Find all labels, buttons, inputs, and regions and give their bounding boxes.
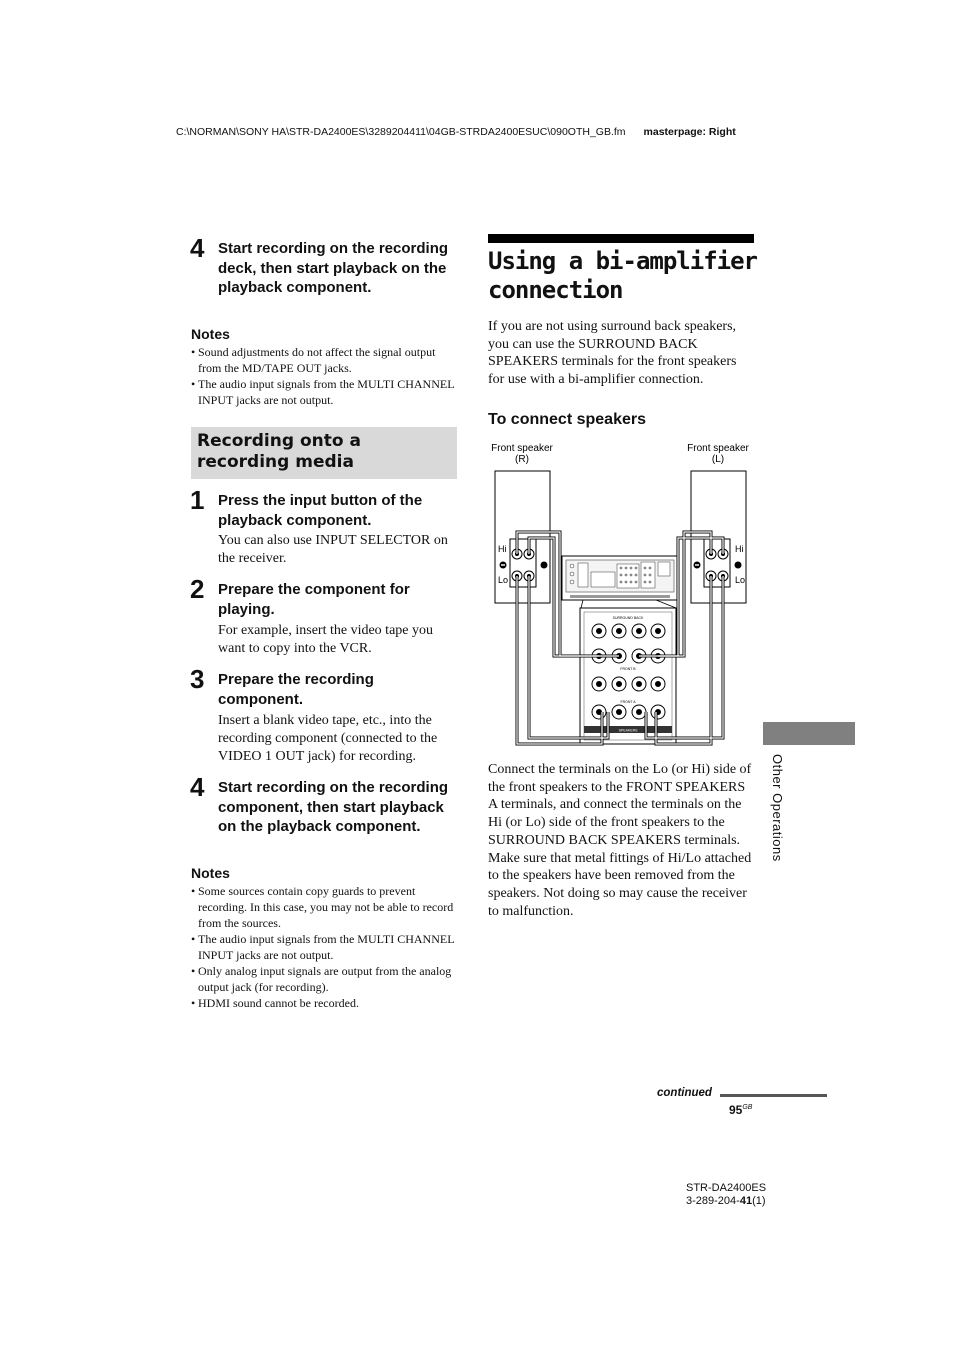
page-number-suffix: GB <box>742 1104 753 1111</box>
step-number-2: 2 <box>190 574 205 604</box>
lo-label-r: Lo <box>498 575 509 585</box>
step-number-1: 1 <box>190 485 205 515</box>
receiver-rear-panel <box>562 556 678 608</box>
model-code-suffix: (1) <box>752 1195 766 1207</box>
step-number-3: 3 <box>190 664 205 694</box>
speaker-r-label: Front speaker <box>491 443 553 454</box>
page-number-value: 95 <box>729 1103 743 1117</box>
step-body-1: You can also use INPUT SELECTOR on the receiver. <box>218 533 448 566</box>
file-path-header <box>176 126 736 138</box>
title-bar-rule <box>488 234 754 243</box>
page-number <box>729 1103 752 1117</box>
step-title-4: Start recording on the recording component, then start playback on the playback component. <box>218 779 449 835</box>
panel-label-front-b: FRONT B <box>620 667 636 671</box>
hi-label-r: Hi <box>498 544 507 554</box>
step-title-top: Start recording on the recording deck, then start playback on the playback component. <box>218 240 449 296</box>
note-item: • Sound adjustments do not affect the signal output from the MD/TAPE OUT jacks. <box>191 344 459 376</box>
speaker-r-side: (R) <box>515 454 529 465</box>
panel-label-front-a: FRONT A <box>620 700 636 704</box>
step-title-1: Press the input button of the playback component. <box>218 492 423 529</box>
connection-paragraph: Connect the terminals on the Lo (or Hi) side of the front speakers to the FRONT SPEAKERS A terminals, and connect the terminals on the Hi (or Lo) side of the front speakers to the SURROUND BACK SPEAKERS terminals. Make sure that metal fittings of Hi/Lo attached to the speakers have been removed from the speakers. Not doing so may cause the receiver to malfunction. <box>488 762 752 919</box>
note-item: • The audio input signals from the MULTI CHANNEL INPUT jacks are not output. <box>191 931 459 963</box>
section-title: Recording onto a recording media <box>197 431 361 472</box>
continued-rule <box>720 1094 827 1097</box>
model-code-prefix: 3-289-204- <box>686 1195 740 1207</box>
speaker-terminal-panel <box>580 608 676 744</box>
continued-label: continued <box>657 1087 712 1099</box>
note-item: • The audio input signals from the MULTI CHANNEL INPUT jacks are not output. <box>191 376 459 408</box>
step-body-3: Insert a blank video tape, etc., into the recording component (connected to the VIDEO 1 OUT jack) for recording. <box>218 713 438 764</box>
note-item: • Only analog input signals are output from the analog output jack (for recording). <box>191 963 459 995</box>
model-code-bold: 41 <box>739 1195 753 1207</box>
note-item: • HDMI sound cannot be recorded. <box>191 995 459 1011</box>
step-number-top: 4 <box>190 233 205 263</box>
model-name: STR-DA2400ES <box>686 1182 767 1194</box>
step-title-3: Prepare the recording component. <box>218 671 374 708</box>
speaker-l-side: (L) <box>711 454 725 465</box>
notes-list-1 <box>191 344 459 408</box>
step-body-2: For example, insert the video tape you want to copy into the VCR. <box>218 623 433 656</box>
model-info <box>686 1182 766 1208</box>
section-tab-bar <box>763 722 855 745</box>
intro-paragraph: If you are not using surround back speakers, you can use the SURROUND BACK SPEAKERS terminals for the front speakers for use with a bi-amplifier connection. <box>488 319 737 388</box>
speaker-l-label: Front speaker <box>687 443 749 454</box>
page-title: Using a bi-amplifier connection <box>488 247 757 304</box>
hi-label-l: Hi <box>735 544 744 554</box>
masterpage-label: masterpage: Right <box>643 126 736 138</box>
note-item: • Some sources contain copy guards to prevent recording. In this case, you may not be able to record from the sources. <box>191 883 459 931</box>
notes-list-2 <box>191 883 459 1011</box>
notes-heading-1: Notes <box>191 326 230 342</box>
panel-label-surround-back: SURROUND BACK <box>612 616 644 620</box>
section-heading-box <box>191 427 457 479</box>
model-code <box>686 1195 766 1208</box>
speaker-connection-diagram <box>486 438 758 748</box>
panel-label-speakers: SPEAKERS <box>618 728 638 733</box>
notes-heading-2: Notes <box>191 865 230 881</box>
lo-label-l: Lo <box>735 575 746 585</box>
file-path: C:\NORMAN\SONY HA\STR-DA2400ES\3289204411\04GB-STRDA2400ESUC\090OTH_GB.fm <box>176 126 626 138</box>
step-title-2: Prepare the component for playing. <box>218 581 410 618</box>
step-number-4: 4 <box>190 772 205 802</box>
section-tab-label: Other Operations <box>770 754 785 862</box>
subheading: To connect speakers <box>488 411 646 428</box>
